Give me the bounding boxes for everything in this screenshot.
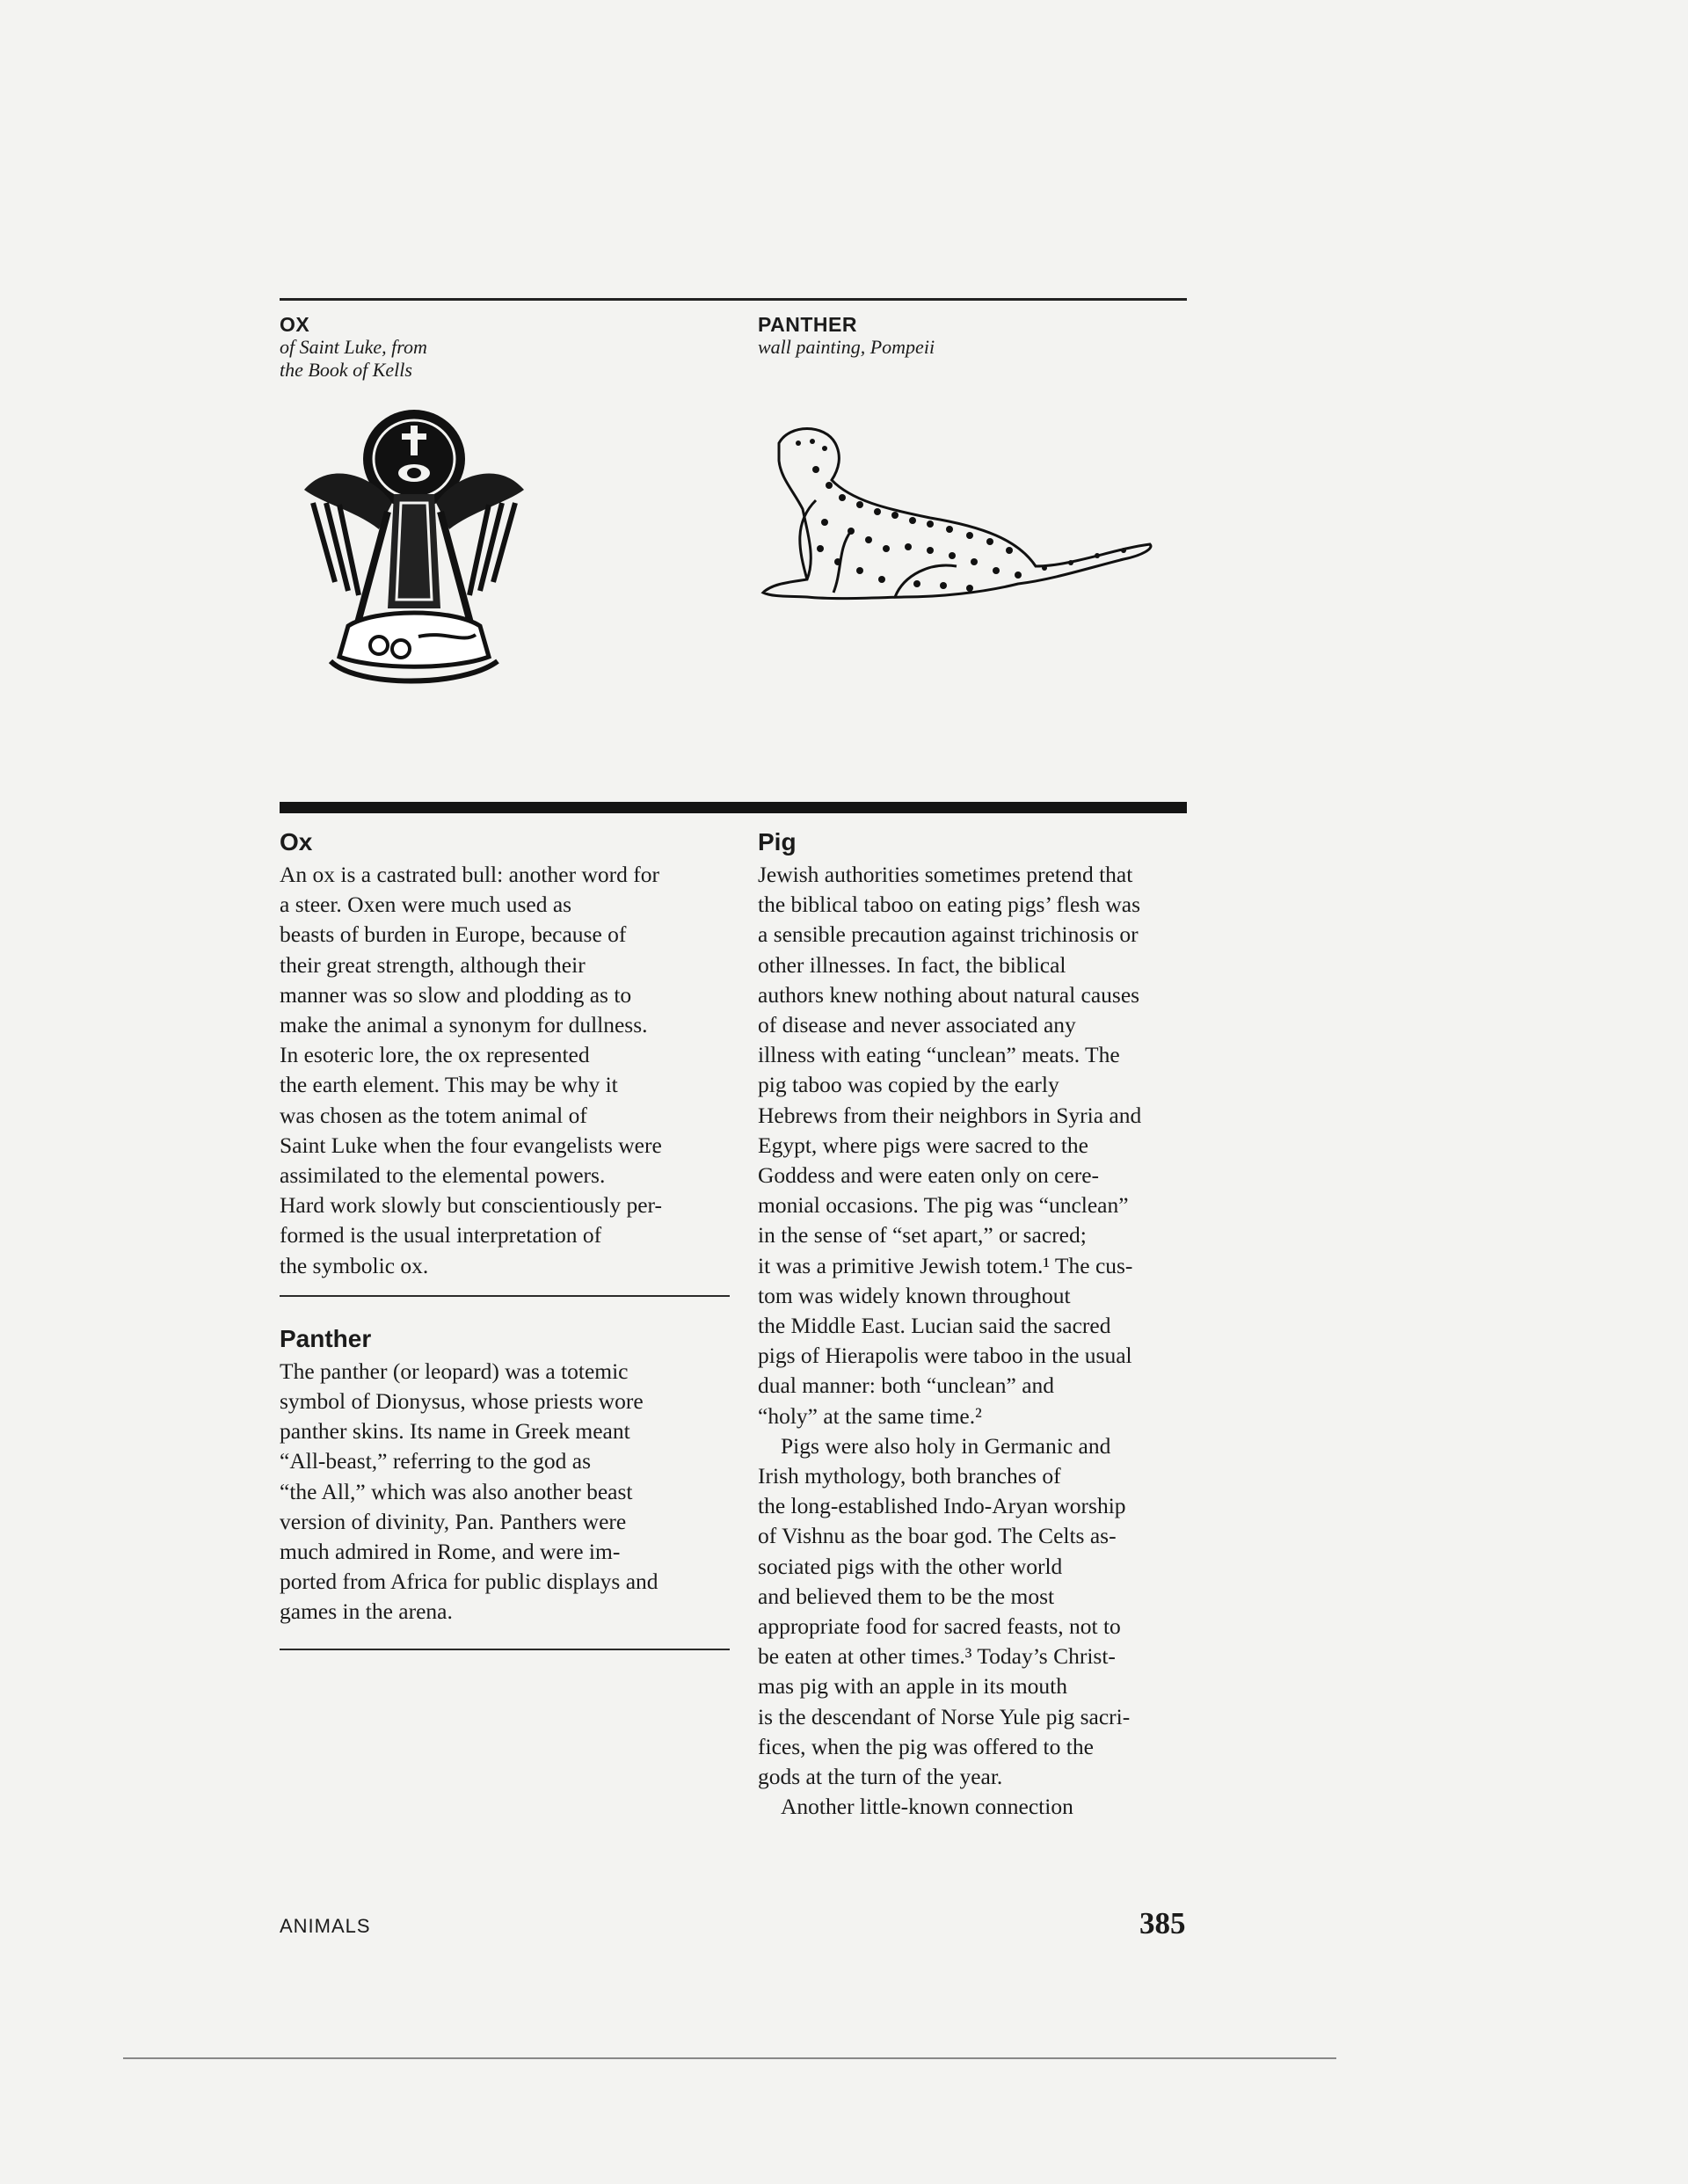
- pig-line: other illnesses. In fact, the biblical: [758, 951, 1066, 978]
- running-footer-section: ANIMALS: [280, 1915, 371, 1937]
- pig-line: be eaten at other times.³ Today’s Christ-: [758, 1643, 1116, 1670]
- pig-line: sociated pigs with the other world: [758, 1553, 1063, 1579]
- ox-line: was chosen as the totem animal of: [280, 1102, 587, 1128]
- panther-line: The panther (or leopard) was a totemic: [280, 1358, 629, 1384]
- panther-body: [280, 1357, 737, 1627]
- pig-line: “holy” at the same time.²: [758, 1402, 982, 1429]
- pig-line: in the sense of “set apart,” or sacred;: [758, 1222, 1087, 1249]
- pig-heading: Pig: [758, 828, 797, 855]
- ox-line: manner was so slow and plodding as to: [280, 981, 632, 1008]
- ox-line: formed is the usual interpretation of: [280, 1222, 602, 1249]
- panther-line: ported from Africa for public displays and: [280, 1569, 658, 1595]
- ox-line: An ox is a castrated bull: another word for: [280, 862, 659, 887]
- pig-line: pig taboo was copied by the early: [758, 1072, 1059, 1098]
- left-column: [280, 826, 737, 1666]
- panther-caption-desc: wall painting, Pompeii: [758, 336, 935, 358]
- pig-line: appropriate food for sacred feasts, not to: [758, 1613, 1121, 1640]
- pig-line: and believed them to be the most: [758, 1583, 1055, 1609]
- panther-end-rule: [280, 1649, 730, 1650]
- pig-line: it was a primitive Jewish totem.¹ The cus-: [758, 1252, 1133, 1278]
- panther-line: version of divinity, Pan. Panthers were: [280, 1508, 627, 1534]
- ox-heading: Ox: [280, 828, 313, 855]
- ox-line: beasts of burden in Europe, because of: [280, 921, 627, 948]
- pig-line: Jewish authorities sometimes pretend that: [758, 862, 1133, 887]
- ox-line: assimilated to the elemental powers.: [280, 1162, 606, 1189]
- panther-caption-title: PANTHER: [758, 313, 857, 336]
- page-number: 385: [1139, 1906, 1186, 1940]
- ox-line: Saint Luke when the four evangelists were: [280, 1132, 662, 1158]
- ox-caption-line-2: the Book of Kells: [280, 359, 412, 381]
- pig-line: illness with eating “unclean” meats. The: [758, 1042, 1120, 1068]
- panther-line: “the All,” which was also another beast: [280, 1478, 633, 1504]
- pig-line: dual manner: both “unclean” and: [758, 1372, 1055, 1399]
- panther-heading: Panther: [280, 1324, 372, 1352]
- ox-of-saint-luke-illustration: [295, 406, 533, 693]
- scan-edge-line: [123, 2057, 1336, 2059]
- top-rule: [280, 298, 1187, 301]
- panther-line: panther skins. Its name in Greek meant: [280, 1418, 630, 1445]
- panther-line: much admired in Rome, and were im-: [280, 1539, 621, 1565]
- pig-line: Egypt, where pigs were sacred to the: [758, 1132, 1088, 1158]
- pig-line: gods at the turn of the year.: [758, 1764, 1003, 1790]
- panther-line: games in the arena.: [280, 1598, 453, 1625]
- pig-line: the biblical taboo on eating pigs’ flesh was: [758, 892, 1141, 918]
- pig-body: [758, 860, 1215, 1823]
- ox-line: the earth element. This may be why it: [280, 1072, 618, 1098]
- ox-line: Hard work slowly but conscientiously per-: [280, 1192, 663, 1219]
- pig-line: mas pig with an apple in its mouth: [758, 1673, 1068, 1700]
- ox-caption: [280, 313, 508, 382]
- ox-line: their great strength, although their: [280, 951, 586, 978]
- pig-line: of Vishnu as the boar god. The Celts as-: [758, 1523, 1117, 1549]
- panther-line: “All-beast,” referring to the god as: [280, 1448, 592, 1474]
- panther-line: symbol of Dionysus, whose priests wore: [280, 1388, 644, 1415]
- ox-line: the symbolic ox.: [280, 1252, 429, 1278]
- ox-line: make the animal a synonym for dullness.: [280, 1012, 648, 1038]
- pig-line: authors knew nothing about natural causes: [758, 981, 1140, 1008]
- ox-end-rule: [280, 1295, 730, 1297]
- panther-wall-painting-illustration: [754, 417, 1168, 610]
- ox-body: [280, 860, 737, 1281]
- panther-caption: [758, 313, 1074, 359]
- section-divider-rule: [280, 802, 1187, 813]
- pig-line: monial occasions. The pig was “unclean”: [758, 1192, 1129, 1219]
- pig-line: pigs of Hierapolis were taboo in the usual: [758, 1343, 1132, 1369]
- ox-caption-line-1: of Saint Luke, from: [280, 336, 427, 358]
- pig-line: of disease and never associated any: [758, 1012, 1076, 1038]
- pig-line: Goddess and were eaten only on cere-: [758, 1162, 1100, 1189]
- pig-line: the Middle East. Lucian said the sacred: [758, 1313, 1111, 1339]
- pig-line: fices, when the pig was offered to the: [758, 1733, 1094, 1759]
- pig-line: Hebrews from their neighbors in Syria and: [758, 1102, 1142, 1128]
- right-column: [758, 826, 1215, 1823]
- pig-line: Irish mythology, both branches of: [758, 1463, 1061, 1489]
- ox-line: In esoteric lore, the ox represented: [280, 1042, 590, 1068]
- pig-line: is the descendant of Norse Yule pig sacri-: [758, 1703, 1131, 1729]
- pig-line: Another little-known connection: [781, 1794, 1073, 1820]
- pig-line: the long-established Indo-Aryan worship: [758, 1493, 1126, 1519]
- pig-line: Pigs were also holy in Germanic and: [781, 1432, 1111, 1459]
- pig-line: tom was widely known throughout: [758, 1282, 1071, 1308]
- pig-line: a sensible precaution against trichinosis or: [758, 921, 1139, 948]
- ox-line: a steer. Oxen were much used as: [280, 892, 572, 918]
- ox-caption-title: OX: [280, 313, 310, 336]
